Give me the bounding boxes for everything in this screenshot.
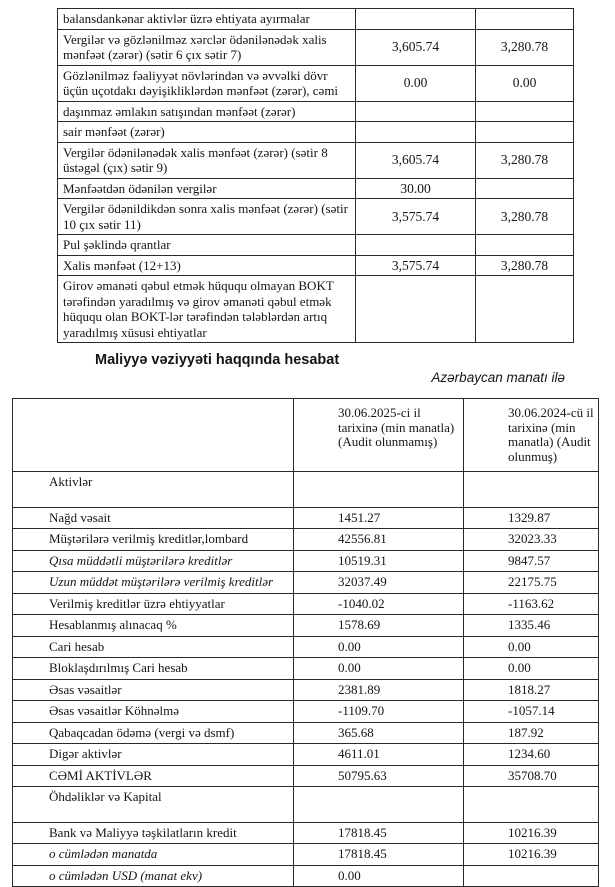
value-cell-2025: 2381.89 [294,679,464,701]
table-row [13,636,599,658]
value-cell-2025: 0.00 [294,865,464,887]
table-row [13,572,599,594]
row-label-cell: Hesablanmış alınacaq % [13,615,294,637]
value-cell-2024 [476,122,574,143]
value-cell-2024 [464,865,599,887]
value-cell-2025: 0.00 [294,636,464,658]
row-label-cell: Nağd vəsait [13,507,294,529]
value-cell-2024: 3,280.78 [476,199,574,235]
table-row [13,550,599,572]
value-cell-2025: 17818.45 [294,844,464,866]
value-cell-2025 [294,472,464,508]
value-cell-2024 [476,276,574,343]
value-cell-2025 [294,787,464,823]
row-label-cell: Əsas vəsaitlər [13,679,294,701]
value-cell-2025: 30.00 [356,178,476,199]
row-label-cell: Qısa müddətli müştərilərə kreditlər [13,550,294,572]
value-cell-2024: 10216.39 [464,844,599,866]
value-cell-2024: 22175.75 [464,572,599,594]
statement-title: Maliyyə vəziyyəti haqqında hesabat [95,352,340,368]
row-label-cell: Qabaqcadan ödəmə (vergi və dsmf) [13,722,294,744]
value-cell-2024: 3,280.78 [476,142,574,178]
value-cell-2024: 1818.27 [464,679,599,701]
row-label-cell: Bloklaşdırılmış Cari hesab [13,658,294,680]
table-row [13,844,599,866]
value-cell-2025: 1578.69 [294,615,464,637]
income-statement-table [57,8,574,343]
value-cell-2024: 0.00 [464,658,599,680]
value-cell-2024: 3,280.78 [476,29,574,65]
value-cell-2025: 0.00 [356,65,476,101]
value-cell-2024: 1335.46 [464,615,599,637]
value-cell-2024: 35708.70 [464,765,599,787]
table-row [13,593,599,615]
table-row [13,507,599,529]
value-cell-2024: 32023.33 [464,529,599,551]
value-cell-2024: 1234.60 [464,744,599,766]
table-row [58,255,574,276]
currency-note: Azərbaycan manatı ilə [431,370,565,385]
value-cell-2025: 42556.81 [294,529,464,551]
row-label-cell: Öhdəliklər və Kapital [13,787,294,823]
value-cell-2024: -1163.62 [464,593,599,615]
value-cell-2025: -1109.70 [294,701,464,723]
financial-position-table [12,398,599,887]
row-label-cell: Gözlənilməz fəaliyyət növlərindən və əvvəlki dövr üçün uçotdakı dəyişikliklərdən mənfəət (zərər), cəmi [58,65,356,101]
table-row [58,199,574,235]
table-row [13,472,599,508]
table-row [13,865,599,887]
row-label-cell: daşınmaz əmlakın satışından mənfəət (zərər) [58,101,356,122]
row-label-cell: Pul şəklində qrantlar [58,235,356,256]
value-cell-2024: 0.00 [464,636,599,658]
value-cell-2024 [476,235,574,256]
column-header-2024: 30.06.2024-cü il tarixinə (min manatla) (Audit olunmuş) [464,399,599,472]
row-label-cell: Digər aktivlər [13,744,294,766]
value-cell-2025: 4611.01 [294,744,464,766]
value-cell-2025: 10519.31 [294,550,464,572]
row-label-cell: CƏMİ AKTİVLƏR [13,765,294,787]
row-label-cell: Müştərilərə verilmiş kreditlər,lombard [13,529,294,551]
value-cell-2024 [476,101,574,122]
row-label-cell: Vergilər ödənilənədək xalis mənfəət (zərər) (sətir 8 üstəgəl (çıx) sətir 9) [58,142,356,178]
table-row [58,235,574,256]
row-label-cell: sair mənfəət (zərər) [58,122,356,143]
table-row [58,122,574,143]
table-row [58,9,574,30]
row-label-cell: Əsas vəsaitlər Köhnəlmə [13,701,294,723]
value-cell-2025: 50795.63 [294,765,464,787]
column-header-2025: 30.06.2025-ci il tarixinə (min manatla) (Audit olunmamış) [294,399,464,472]
table-row [13,822,599,844]
table-row [13,615,599,637]
value-cell-2025: 1451.27 [294,507,464,529]
row-label-cell: o cümlədən manatda [13,844,294,866]
table-row [58,29,574,65]
row-label-cell: balansdankənar aktivlər üzrə ehtiyata ayırmalar [58,9,356,30]
value-cell-2025: 0.00 [294,658,464,680]
table-row [58,65,574,101]
table-row [13,529,599,551]
table-row [13,765,599,787]
row-label-cell: Bank və Maliyyə təşkilatların kredit [13,822,294,844]
value-cell-2025: 3,605.74 [356,29,476,65]
value-cell-2024: 187.92 [464,722,599,744]
value-cell-2025: 17818.45 [294,822,464,844]
value-cell-2025: 365.68 [294,722,464,744]
row-label-cell: Mənfəətdən ödənilən vergilər [58,178,356,199]
value-cell-2024: 1329.87 [464,507,599,529]
value-cell-2025: 3,575.74 [356,255,476,276]
value-cell-2025 [356,101,476,122]
table-row [58,101,574,122]
table-row [58,178,574,199]
value-cell-2024: 0.00 [476,65,574,101]
row-label-cell: Aktivlər [13,472,294,508]
row-label-cell: Girov əmanəti qəbul etmək hüququ olmayan BOKT tərəfindən yaradılmış və girov əmanəti qəbul etmək hüququ olan BOKT-lər tərəfindən tələblərdən artıq yaradılmış xüsusi ehtiyatlar [58,276,356,343]
value-cell-2025: 3,605.74 [356,142,476,178]
table-row [13,787,599,823]
value-cell-2024: -1057.14 [464,701,599,723]
header-row [13,399,599,472]
row-label-cell: Cari hesab [13,636,294,658]
value-cell-2025 [356,235,476,256]
row-label-cell: Verilmiş kreditlər üzrə ehtiyyatlar [13,593,294,615]
table-row [13,679,599,701]
row-label-cell: Xalis mənfəət (12+13) [58,255,356,276]
value-cell-2025 [356,276,476,343]
value-cell-2024: 9847.57 [464,550,599,572]
value-cell-2024 [476,178,574,199]
value-cell-2025: -1040.02 [294,593,464,615]
table-row [58,142,574,178]
value-cell-2025: 32037.49 [294,572,464,594]
value-cell-2024 [464,787,599,823]
table-row [13,658,599,680]
row-label-cell: o cümlədən USD (manat ekv) [13,865,294,887]
value-cell-2024: 10216.39 [464,822,599,844]
row-label-cell: Vergilər ödənildikdən sonra xalis mənfəət (zərər) (sətir 10 çıx sətir 11) [58,199,356,235]
table-row [13,744,599,766]
table-row [13,722,599,744]
table-row [58,276,574,343]
value-cell-2025: 3,575.74 [356,199,476,235]
row-label-cell: Vergilər və gözlənilməz xərclər ödənilənədək xalis mənfəət (zərər) (sətir 6 çıx sətir 7) [58,29,356,65]
row-label-cell: Uzun müddət müştərilərə verilmiş kreditlər [13,572,294,594]
value-cell-2025 [356,9,476,30]
value-cell-2024: 3,280.78 [476,255,574,276]
value-cell-2024 [464,472,599,508]
header-label-cell [13,399,294,472]
value-cell-2025 [356,122,476,143]
value-cell-2024 [476,9,574,30]
table-row [13,701,599,723]
